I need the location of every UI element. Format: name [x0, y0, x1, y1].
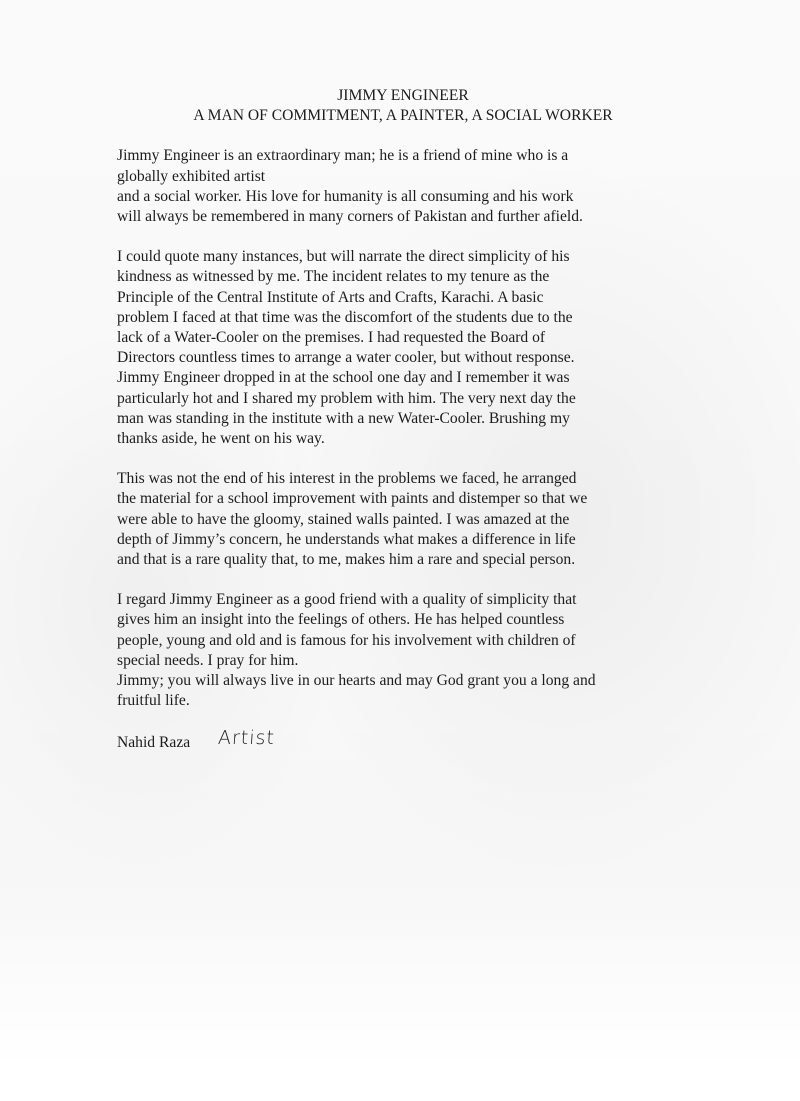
- paragraph-3: [117, 469, 697, 570]
- text-line: and that is a rare quality that, to me, makes him a rare and special person.: [117, 551, 576, 569]
- title-block: [109, 86, 697, 126]
- text-line: people, young and old and is famous for his involvement with children of: [117, 631, 576, 649]
- text-line: special needs. I pray for him.: [117, 651, 299, 669]
- text-line: lack of a Water-Cooler on the premises. I had requested the Board of: [117, 329, 546, 347]
- text-line: Jimmy Engineer dropped in at the school one day and I remember it was: [117, 369, 570, 387]
- text-line: man was standing in the institute with a new Water-Cooler. Brushing my: [117, 409, 570, 427]
- text-line: gives him an insight into the feelings of others. He has helped countless: [117, 611, 565, 629]
- text-line: and a social worker. His love for humanity is all consuming and his work: [117, 187, 574, 205]
- text-line: Principle of the Central Institute of Arts and Crafts, Karachi. A basic: [117, 288, 544, 306]
- text-line: Jimmy Engineer is an extraordinary man; he is a friend of mine who is a: [117, 147, 569, 165]
- letter-document: [117, 86, 697, 754]
- text-line: Directors countless times to arrange a water cooler, but without response.: [117, 349, 575, 367]
- handwritten-role: Artist: [217, 727, 276, 750]
- text-line: globally exhibited artist: [117, 167, 266, 185]
- text-line: depth of Jimmy’s concern, he understands what makes a difference in life: [117, 530, 576, 548]
- text-line: the material for a school improvement with paints and distemper so that we: [117, 490, 588, 508]
- text-line: thanks aside, he went on his way.: [117, 430, 325, 448]
- text-line: will always be remembered in many corners of Pakistan and further afield.: [117, 208, 583, 226]
- text-line: were able to have the gloomy, stained walls painted. I was amazed at the: [117, 510, 570, 528]
- paragraph-1: [117, 146, 697, 227]
- text-line: problem I faced at that time was the discomfort of the students due to the: [117, 308, 573, 326]
- text-line: This was not the end of his interest in the problems we faced, he arranged: [117, 470, 577, 488]
- text-line: I regard Jimmy Engineer as a good friend with a quality of simplicity that: [117, 591, 577, 609]
- text-line: particularly hot and I shared my problem with him. The very next day the: [117, 389, 576, 407]
- document-subtitle: A MAN OF COMMITMENT, A PAINTER, A SOCIAL WORKER: [193, 107, 613, 125]
- text-line: kindness as witnessed by me. The incident relates to my tenure as the: [117, 268, 550, 286]
- document-title: JIMMY ENGINEER: [337, 87, 469, 104]
- text-line: fruitful life.: [117, 692, 190, 710]
- text-line: I could quote many instances, but will narrate the direct simplicity of his: [117, 248, 570, 266]
- paragraph-4: [117, 590, 697, 711]
- signature-block: [117, 727, 697, 753]
- author-name: Nahid Raza: [117, 734, 191, 752]
- text-line: Jimmy; you will always live in our hearts and may God grant you a long and: [117, 672, 596, 690]
- paragraph-2: [117, 247, 697, 449]
